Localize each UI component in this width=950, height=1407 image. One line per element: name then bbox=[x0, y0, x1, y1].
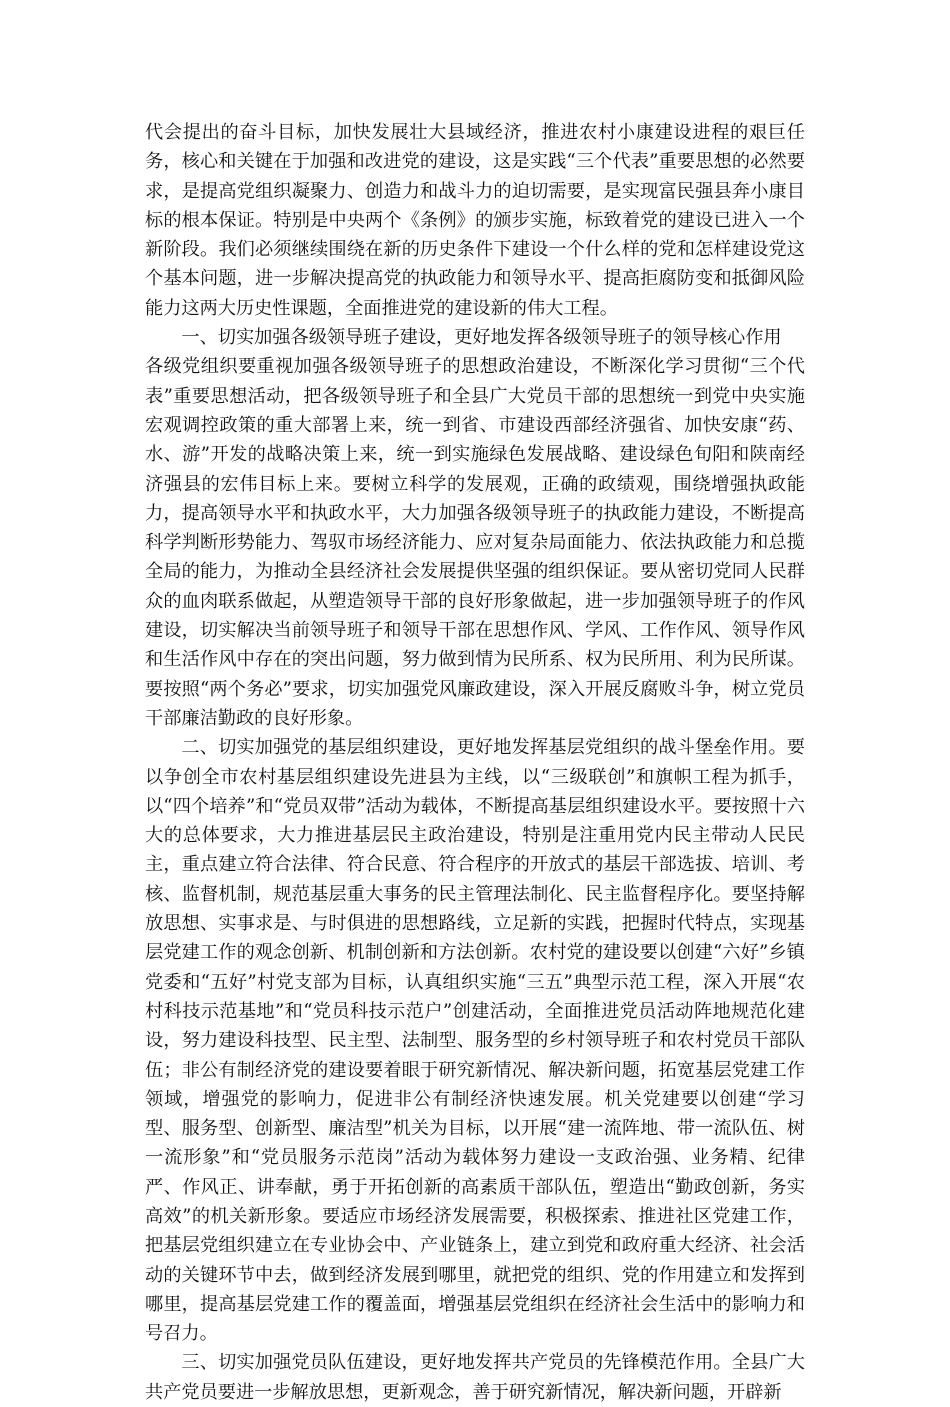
section-1-paragraph bbox=[145, 323, 805, 733]
document-page bbox=[145, 118, 805, 1407]
section-2-paragraph: 二、切实加强党的基层组织建设，更好地发挥基层党组织的战斗堡垒作用。要以争创全市农村基层组织建设先进县为主线，以“三级联创”和旗帜工程为抓手，以“四个培养”和“党员双带”活动为载体，不断提高基层组织建设水平。要按照十六大的总体要求，大力推进基层民主政治建设，特别是注重用党内民主带动人民民主，重点建立符合法律、符合民意、符合程序的开放式的基层干部选拔、培训、考核、监督机制，规范基层重大事务的民主管理法制化、民主监督程序化。要坚持解放思想、实事求是、与时俱进的思想路线，立足新的实践，把握时代特点，实现基层党建工作的观念创新、机制创新和方法创新。农村党的建设要以创建“六好”乡镇党委和“五好”村党支部为目标，认真组织实施“三五”典型示范工程，深入开展“农村科技示范基地”和“党员科技示范户”创建活动，全面推进党员活动阵地规范化建设，努力建设科技型、民主型、法制型、服务型的乡村领导班子和农村党员干部队伍；非公有制经济党的建设要着眼于研究新情况、解决新问题，拓宽基层党建工作领域，增强党的影响力，促进非公有制经济快速发展。机关党建要以创建“学习型、服务型、创新型、廉洁型”机关为目标，以开展“建一流阵地、带一流队伍、树一流形象”和“党员服务示范岗”活动为载体努力建设一支政治强、业务精、纪律严、作风正、讲奉献，勇于开拓创新的高素质干部队伍，塑造出“勤政创新，务实高效”的机关新形象。要适应市场经济发展需要，积极探索、推进社区党建工作，把基层党组织建立在专业协会中、产业链条上，建立到党和政府重大经济、社会活动的关键环节中去，做到经济发展到哪里，就把党的组织、党的作用建立和发挥到哪里，提高基层党建工作的覆盖面，增强基层党组织在经济社会生活中的影响力和号召力。 bbox=[145, 737, 805, 1345]
section-1-heading: 一、切实加强各级领导班子建设，更好地发挥各级领导班子的领导核心作用 bbox=[181, 327, 782, 349]
intro-paragraph: 代会提出的奋斗目标，加快发展壮大县域经济，推进农村小康建设进程的艰巨任务，核心和关键在于加强和改进党的建设，这是实践“三个代表”重要思想的必然要求，是提高党组织凝聚力、创造力和战斗力的迫切需要，是实现富民强县奔小康目标的根本保证。特别是中央两个《条例》的颁步实施，标致着党的建设已进入一个新阶段。我们必须继续围绕在新的历史条件下建设一个什么样的党和怎样建设党这个基本问题，进一步解决提高党的执政能力和领导水平、提高拒腐防变和抵御风险能力这两大历史性课题，全面推进党的建设新的伟大工程。 bbox=[145, 122, 805, 319]
section-3-paragraph: 三、切实加强党员队伍建设，更好地发挥共产党员的先锋模范作用。全县广大共产党员要进一步解放思想，更新观念，善于研究新情况，解决新问题，开辟新 bbox=[145, 1352, 805, 1403]
section-1-body: 各级党组织要重视加强各级领导班子的思想政治建设，不断深化学习贯彻“三个代表”重要思想活动，把各级领导班子和全县广大党员干部的思想统一到党中央实施宏观调控政策的重大部署上来，统一到省、市建设西部经济强省、加快安康“药、水、游”开发的战略决策上来，统一到实施绿色发展战略、建设绿色旬阳和陕南经济强县的宏伟目标上来。要树立科学的发展观，正确的政绩观，围绕增强执政能力，提高领导水平和执政水平，大力加强各级领导班子的执政能力建设，不断提高科学判断形势能力、驾驭市场经济能力、应对复杂局面能力、依法执政能力和总揽全局的能力，为推动全县经济社会发展提供坚强的组织保证。要从密切党同人民群众的血肉联系做起，从塑造领导干部的良好形象做起，进一步加强领导班子的作风建设，切实解决当前领导班子和领导干部在思想作风、学风、工作作风、领导作风和生活作风中存在的突出问题，努力做到情为民所系、权为民所用、利为民所谋。要按照“两个务必”要求，切实加强党风廉政建设，深入开展反腐败斗争，树立党员干部廉洁勤政的良好形象。 bbox=[145, 356, 805, 729]
